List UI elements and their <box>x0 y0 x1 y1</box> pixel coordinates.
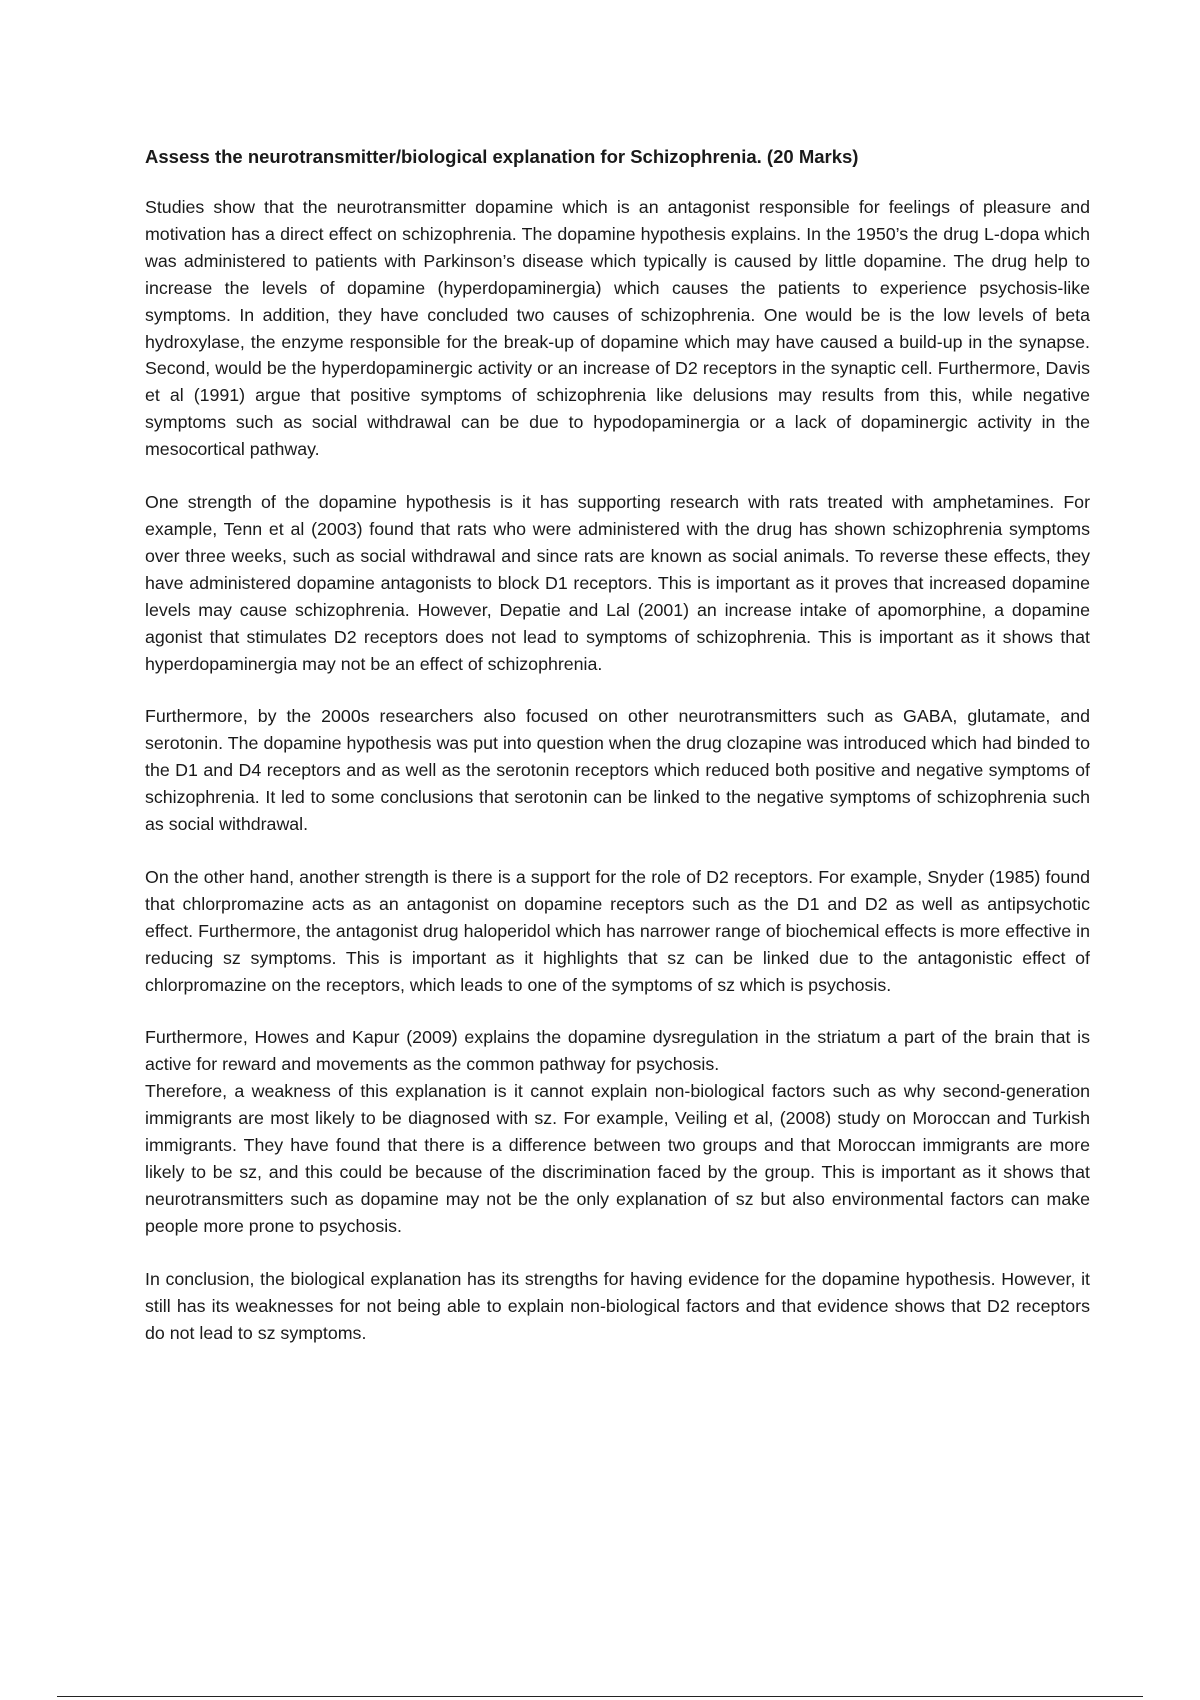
paragraph-intro: Studies show that the neurotransmitter dopamine which is an antagonist responsible for feelings of pleasure and motivation has a direct effect on schizophrenia. The dopamine hypothesis explains. In the 1950’s the drug L-dopa which was administered to patients with Parkinson’s disease which typically is caused by little dopamine. The drug help to increase the levels of dopamine (hyperdopaminergia) which causes the patients to experience psychosis-like symptoms. In addition, they have concluded two causes of schizophrenia. One would be is the low levels of beta hydroxylase, the enzyme responsible for the break-up of dopamine which may have caused a build-up in the synapse. Second, would be the hyperdopaminergic activity or an increase of D2 receptors in the synaptic cell. Furthermore, Davis et al (1991) argue that positive symptoms of schizophrenia like delusions may results from this, while negative symptoms such as social withdrawal can be due to hypodopaminergia or a lack of dopaminergic activity in the mesocortical pathway. <box>145 197 1090 460</box>
paragraph-other-neurotransmitters: Furthermore, by the 2000s researchers also focused on other neurotransmitters such as GABA, glutamate, and serotonin. The dopamine hypothesis was put into question when the drug clozapine was introduced which had binded to the D1 and D4 receptors and as well as the serotonin receptors which reduced both positive and negative symptoms of schizophrenia. It led to some conclusions that serotonin can be linked to the negative symptoms of schizophrenia such as social withdrawal. <box>145 706 1090 835</box>
document-body <box>145 144 1090 1372</box>
page-bottom-divider <box>57 1696 1143 1697</box>
paragraph-d2-receptors: On the other hand, another strength is there is a support for the role of D2 receptors. For example, Snyder (1985) found that chlorpromazine acts as an antagonist on dopamine receptors such as the D1 and D2 as well as antipsychotic effect. Furthermore, the antagonist drug haloperidol which has narrower range of biochemical effects is more effective in reducing sz symptoms. This is important as it highlights that sz can be linked due to the antagonistic effect of chlorpromazine on the receptors, which leads to one of the symptoms of sz which is psychosis. <box>145 866 1090 995</box>
paragraph-howes-kapur: Furthermore, Howes and Kapur (2009) explains the dopamine dysregulation in the striatum a part of the brain that is active for reward and movements as the common pathway for psychosis. <box>145 1027 1090 1075</box>
paragraph-weakness: Therefore, a weakness of this explanation is it cannot explain non-biological factors such as why second-generation immigrants are most likely to be diagnosed with sz. For example, Veiling et al, (2008) study on Moroccan and Turkish immigrants. They have found that there is a difference between two groups and that Moroccan immigrants are more likely to be sz, and this could be because of the discrimination faced by the group. This is important as it shows that neurotransmitters such as dopamine may not be the only explanation of sz but also environmental factors can make people more prone to psychosis. <box>145 1081 1090 1236</box>
paragraph-conclusion: In conclusion, the biological explanation has its strengths for having evidence for the dopamine hypothesis. However, it still has its weaknesses for not being able to explain non-biological factors and that evidence shows that D2 receptors do not lead to sz symptoms. <box>145 1268 1090 1343</box>
paragraph-strength-rats: One strength of the dopamine hypothesis is it has supporting research with rats treated with amphetamines. For example, Tenn et al (2003) found that rats who were administered with the drug has shown schizophrenia symptoms over three weeks, such as social withdrawal and since rats are known as social animals. To reverse these effects, they have administered dopamine antagonists to block D1 receptors. This is important as it proves that increased dopamine levels may cause schizophrenia. However, Depatie and Lal (2001) an increase intake of apomorphine, a dopamine agonist that stimulates D2 receptors does not lead to symptoms of schizophrenia. This is important as it shows that hyperdopaminergia may not be an effect of schizophrenia. <box>145 492 1090 674</box>
essay-title: Assess the neurotransmitter/biological explanation for Schizophrenia. (20 Marks) <box>145 146 859 167</box>
